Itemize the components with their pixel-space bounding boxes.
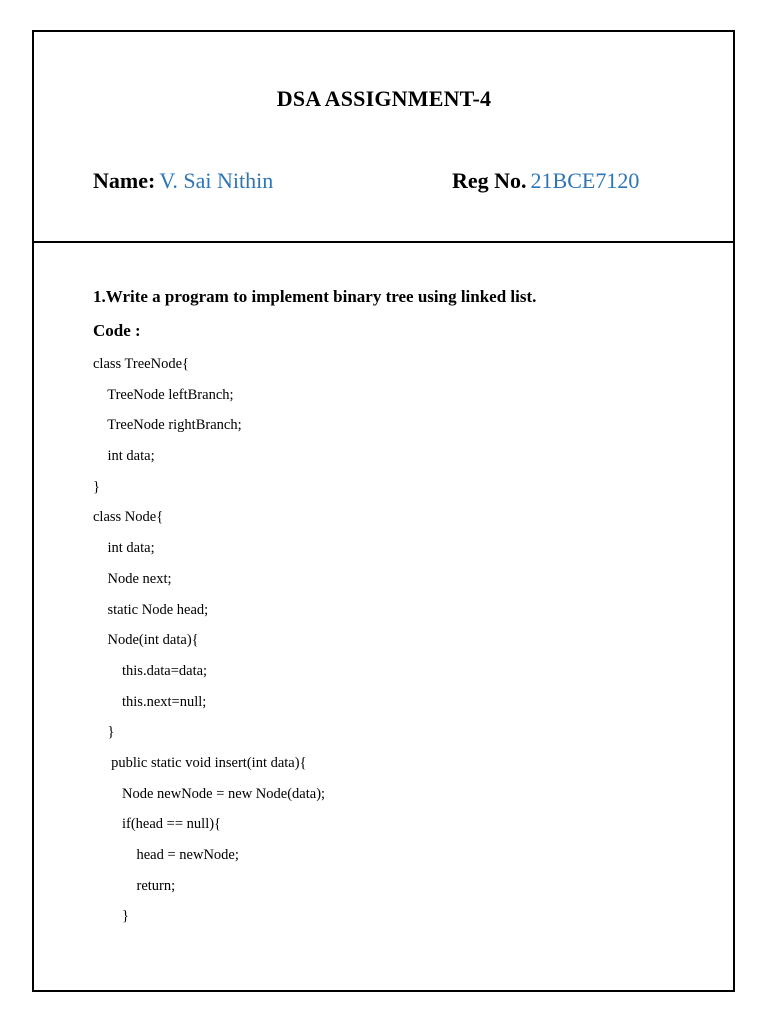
code-line: int data; [93,540,155,557]
code-line: class TreeNode{ [93,356,189,372]
code-line: return; [93,877,176,894]
code-line: Node newNode = new Node(data); [93,785,326,802]
header-divider [33,241,734,243]
code-block [93,352,325,935]
code-line: this.next=null; [93,693,207,710]
reg-no-label: Reg No. [452,168,527,193]
reg-no-field [452,168,639,194]
code-line: } [93,724,115,741]
reg-no-value: 21BCE7120 [530,168,640,193]
code-line: class Node{ [93,509,164,526]
code-line: TreeNode rightBranch; [93,417,242,434]
name-field [93,168,273,194]
code-heading: Code : [93,321,141,340]
document-title: DSA ASSIGNMENT-4 [276,86,492,111]
name-value: V. Sai Nithin [159,168,274,193]
code-line: Node(int data){ [93,632,199,649]
name-label: Name: [93,168,156,193]
question-text: 1.Write a program to implement binary tree using linked list. [93,287,537,306]
code-line: this.data=data; [93,662,208,679]
code-line: TreeNode leftBranch; [93,386,234,403]
code-line: Node next; [93,570,172,587]
code-line: static Node head; [93,601,209,618]
code-line: head = newNode; [93,847,239,863]
code-line: } [93,908,129,925]
code-line: if(head == null){ [93,816,222,833]
code-line: int data; [93,448,155,465]
code-line: public static void insert(int data){ [93,754,307,771]
code-line: } [93,478,100,495]
